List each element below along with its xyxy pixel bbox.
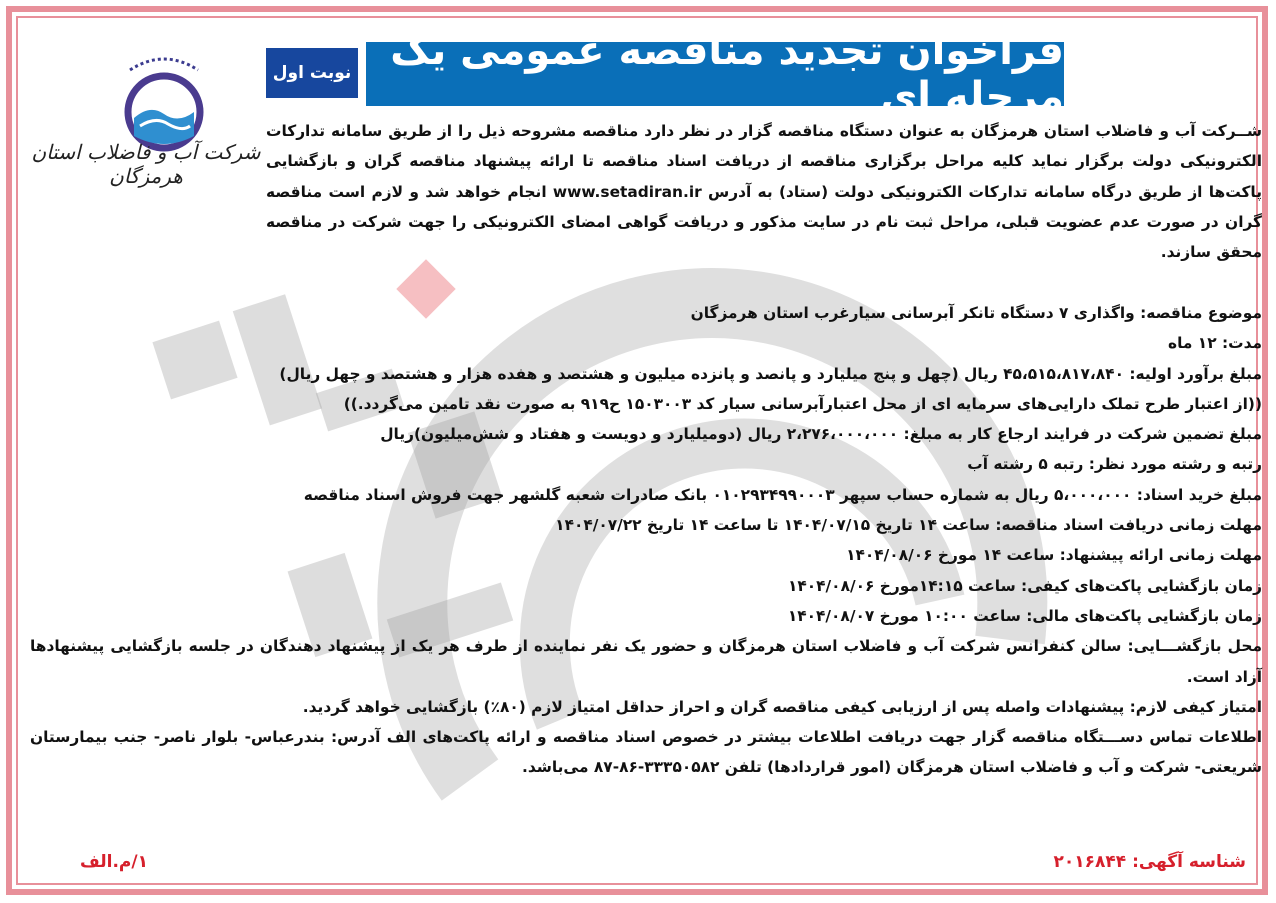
tender-grade: رتبه و رشته مورد نظر: رتبه ۵ رشته آب: [967, 455, 1262, 474]
tender-doc-deadline: مهلت زمانی دریافت اسناد مناقصه: ساعت ۱۴ تاریخ ۱۴۰۴/۰۷/۱۵ تا ساعت ۱۴ تاریخ ۱۴۰۴/۰۷/۲۲: [555, 516, 1262, 535]
page-title: فراخوان تجدید مناقصه عمومی یک مرحله ای: [366, 42, 1064, 106]
tender-guarantee: مبلغ تضمین شرکت در فرایند ارجاع کار به مبلغ: ۲،۲۷۶،۰۰۰،۰۰۰ ریال (دومیلیارد و دویست و هفتاد و شش‌میلیون)ریال: [380, 425, 1262, 444]
tender-opening-place: محل بازگشـــایی: سالن کنفرانس شرکت آب و فاضلاب استان هرمزگان و حضور یک نفر نماینده از طرف هر یک از پیشنهاد دهندگان در جلسه بازگشایی پیشنهادها آزاد است.: [30, 637, 1262, 686]
tender-subject: موضوع مناقصه: واگذاری ۷ دستگاه تانکر آبرسانی سیارغرب استان هرمزگان: [690, 304, 1262, 322]
tender-bid-deadline: مهلت زمانی ارائه پیشنهاد: ساعت ۱۴ مورخ ۱۴۰۴/۰۸/۰۶: [846, 546, 1262, 565]
ad-id: شناسه آگهی: ۲۰۱۶۸۴۴: [1053, 852, 1246, 872]
tender-contact: اطلاعات تماس دســـتگاه مناقصه گزار جهت دریافت اطلاعات بیشتر در خصوص اسناد مناقصه و ارائه پاکت‌های الف آدرس: بندرعباس- بلوار ناصر- جنب بیمارستان شریعتی- شرکت و آب و فاضلاب استان هرمزگان (امور قراردادها) تلفن ۳۳۳۵۰۵۸۲-۸۶-۸۷ می‌باشد.: [30, 728, 1262, 777]
tender-quality-score: امتیاز کیفی لازم: پیشنهادات واصله پس از ارزیابی کیفی مناقصه گران و احراز حداقل امتیاز لازم (۸۰٪) بازگشایی خواهد گردید.: [302, 697, 1262, 716]
tender-duration: مدت: ۱۲ ماه: [1168, 334, 1262, 353]
tender-financial-opening: زمان بازگشایی پاکت‌های مالی: ساعت ۱۰:۰۰ مورخ ۱۴۰۴/۰۸/۰۷: [787, 606, 1262, 625]
tender-doc-price: مبلغ خرید اسناد: ۵،۰۰۰،۰۰۰ ریال به شماره حساب سپهر ۰۱۰۲۹۳۴۹۹۰۰۰۳ بانک صادرات شعبه گلشهر جهت فروش اسناد مناقصه: [303, 485, 1262, 504]
round-badge: نوبت اول: [266, 48, 358, 98]
tender-funding: ((از اعتبار طرح تملک دارایی‌های سرمایه ای از محل اعتبارآبرسانی سیار کد ۱۵۰۳۰۰۳ ح۹۱۹ به صورت نقد تامین می‌گردد.)): [343, 394, 1262, 413]
tender-estimate: مبلغ برآورد اولیه: ۴۵،۵۱۵،۸۱۷،۸۴۰ ریال (چهل و پنج میلیارد و پانصد و پانزده میلیون و هشتصد و هفده هزار و هشتصد و چهل ریال): [279, 364, 1262, 383]
company-logo-text: شرکت آب و فاضلاب استان هرمزگان: [31, 140, 261, 188]
tender-details: [30, 298, 1262, 783]
ad-code: ۱/م.الف: [80, 852, 148, 872]
intro-paragraph: شــرکت آب و فاضلاب استان هرمزگان به عنوان دستگاه مناقصه گزار در نظر دارد مناقصه مشروحه ذیل را از طریق سامانه تدارکات الکترونیکی دولت برگزار نماید کلیه مراحل برگزاری مناقصه از دریافت اسناد مناقصه تا ارائه پیشنهاد مناقصه گران و بازگشایی پاکت‌ها از طریق درگاه سامانه تدارکات الکترونیکی دولت (ستاد) به آدرس www.setadiran.ir انجام خواهد شد و لازم است مناقصه گران در صورت عدم عضویت قبلی، مراحل ثبت نام در سایت مذکور و دریافت گواهی امضای الکترونیکی را جهت شرکت در مناقصه محقق سازند.: [266, 122, 1262, 262]
tender-quality-opening: زمان بازگشایی پاکت‌های کیفی: ساعت ۱۴:۱۵مورخ ۱۴۰۴/۰۸/۰۶: [787, 576, 1262, 595]
